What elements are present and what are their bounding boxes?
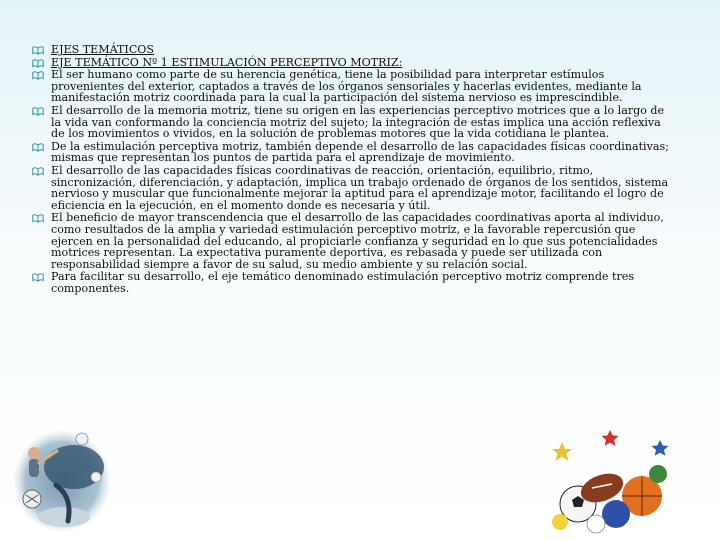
list-item-paragraph-4 [32, 165, 672, 211]
list-item-subheading [32, 57, 672, 69]
book-bullet-icon [32, 166, 44, 176]
sports-balls-image [552, 430, 672, 534]
list-item-paragraph-2 [32, 105, 672, 140]
book-bullet-icon [32, 213, 44, 223]
list-item-paragraph-3 [32, 141, 672, 164]
paragraph-text: El desarrollo de la memoria motriz, tiene su origen en las experiencias perceptivo motrices que a lo largo de la vida van conformando la conciencia motriz del sujeto; la integración de estas implica una acción reflexiva de los movimientos o vividos, en la solución de problemas motores que la vida cotidiana le plantea. [51, 103, 665, 141]
book-bullet-icon [32, 272, 44, 282]
book-bullet-icon [32, 142, 44, 152]
list-item-paragraph-6 [32, 271, 672, 294]
book-bullet-icon [32, 106, 44, 116]
book-bullet-icon [32, 70, 44, 80]
book-bullet-icon [32, 58, 44, 68]
list-item-heading [32, 44, 672, 56]
book-bullet-icon [32, 45, 44, 55]
list-item-paragraph-5 [32, 212, 672, 270]
paragraph-text: El ser humano como parte de su herencia genética, tiene la posibilidad para interpretar estímulos provenientes del exterior, captados a través de los órganos sensoriales y hacerlas evidentes, mediante la manifestación motriz coordinada para la cual la participación del sistema nervioso es imprescindible. [51, 68, 642, 105]
paragraph-text: El beneficio de mayor transcendencia que el desarrollo de las capacidades coordinativas aporta al individuo, como resultados de la amplia y variedad estimulación perceptivo motriz, e la favorable repercusión que ejercen en la personalidad del educando, al propiciarle confianza y seguridad en lo que sus potencialidades motrices representan. La expectativa puramente deportiva, es rebasada y puede ser utilizada con responsabilidad siempre a favor de su salud, su medio ambiente y su relación social. [51, 211, 664, 271]
sports-collage-image [12, 425, 112, 533]
paragraph-text: El desarrollo de las capacidades físicas coordinativas de reacción, orientación, equilibrio, ritmo, sincronización, diferenciación, y adaptación, implica un trabajo ordenado de órganos de los sentidos, sistema nervioso y muscular que funcionalmente mejorar la aptitud para el aprendizaje motor, facilitando el logro de eficiencia en la ejecución, en el momento donde es necesaria y útil. [51, 163, 669, 212]
heading: EJES TEMÁTICOS [51, 43, 154, 56]
list-item-paragraph-1 [32, 69, 672, 104]
paragraph-text: Para facilitar su desarrollo, el eje temático denominado estimulación perceptivo motriz comprende tres componentes. [51, 270, 635, 295]
bullet-list [32, 44, 672, 295]
subheading: EJE TEMÁTICO Nº 1 ESTIMULACIÓN PERCEPTIVO MOTRIZ: [51, 55, 403, 69]
paragraph-text: De la estimulación perceptiva motriz, también depende el desarrollo de las capacidades físicas coordinativas; mismas que representan los puntos de partida para el aprendizaje de movimiento. [51, 139, 669, 165]
